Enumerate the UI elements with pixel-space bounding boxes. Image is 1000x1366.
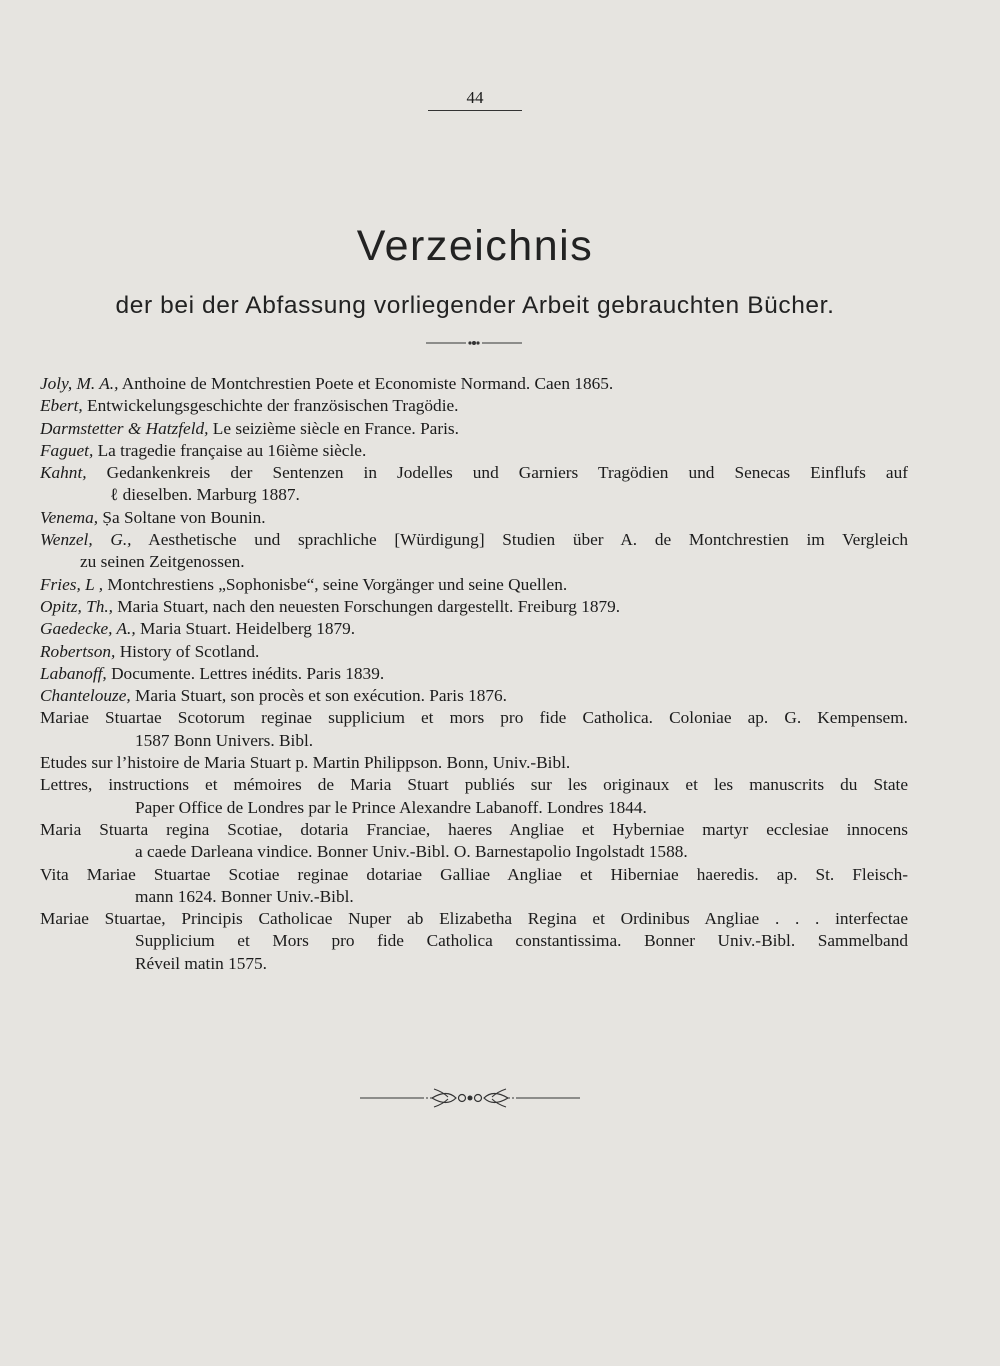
entry-continuation: Réveil matin 1575. (135, 953, 267, 973)
entry-author: Chantelouze, (40, 686, 131, 706)
entry-text: Gedankenkreis der Sentenzen in Jodelles und Garniers Tragödien und Senecas Einflufs auf (86, 463, 908, 483)
bibliography-list (40, 373, 908, 975)
end-ornament-icon (360, 1083, 580, 1113)
entry-text: Le seizième siècle en France. Paris. (208, 418, 459, 438)
entry-text: Documente. Lettres inédits. Paris 1839. (106, 663, 385, 683)
bibliography-entry (40, 596, 908, 618)
entry-text: Maria Stuart, nach den neuesten Forschungen dargestellt. Freiburg 1879. (112, 596, 621, 616)
entry-text: Mariae Stuartae, Principis Catholicae Nuper ab Elizabetha Regina et Ordinibus Angliae . . . interfectae (40, 909, 908, 929)
entry-continuation: mann 1624. Bonner Univ.-Bibl. (135, 886, 354, 906)
entry-text: Maria Stuart, son procès et son exécution. Paris 1876. (130, 686, 507, 706)
page-number: 44 (428, 88, 522, 111)
entry-author: Ebert, (40, 396, 83, 416)
entry-author: Opitz, Th., (40, 596, 113, 616)
bibliography-entry (40, 685, 908, 707)
page-subtitle: der bei der Abfassung vorliegender Arbeit gebrauchten Bücher. (115, 292, 835, 319)
entry-text: Mariae Stuartae Scotorum reginae supplicium et mors pro fide Catholica. Coloniae ap. G. Kempensem. (40, 708, 908, 728)
bibliography-entry (40, 618, 908, 640)
entry-author: Wenzel, G., (40, 530, 132, 550)
entry-author: Labanoff, (40, 663, 107, 683)
entry-continuation: Supplicium et Mors pro fide Catholica constantissima. Bonner Univ.-Bibl. Sammelband (135, 931, 908, 951)
bibliography-entry (40, 707, 908, 752)
entry-continuation: zu seinen Zeitgenossen. (80, 552, 245, 572)
entry-continuation: ℓ dieselben. Marburg 1887. (110, 485, 300, 505)
entry-author: Robertson, (40, 641, 116, 661)
entry-text: Etudes sur l’histoire de Maria Stuart p. Martin Philippson. Bonn, Univ.-Bibl. (40, 753, 571, 773)
entry-author: Faguet, (40, 440, 94, 460)
entry-text: Lettres, instructions et mémoires de Maria Stuart publiés sur les originaux et les manuscrits du State (40, 775, 908, 795)
entry-author: Kahnt, (40, 463, 87, 483)
entry-text: History of Scotland. (115, 641, 260, 661)
entry-author: Darmstetter & Hatzfeld, (40, 418, 209, 438)
bibliography-entry (40, 663, 908, 685)
entry-text: Aesthetische und sprachliche [Würdigung] Studien über A. de Montchrestien im Vergleich (131, 530, 908, 550)
separator-ornament-icon (426, 338, 522, 348)
entry-author: Joly, M. A., (40, 374, 119, 393)
entry-text: Entwickelungsgeschichte der französischen Tragödie. (82, 396, 459, 416)
page-title: Verzeichnis (356, 222, 594, 270)
entry-continuation: 1587 Bonn Univers. Bibl. (135, 730, 314, 750)
bibliography-entry (40, 440, 908, 462)
entry-text: Montchrestiens „Sophonisbe“, seine Vorgänger und seine Quellen. (103, 574, 568, 594)
bibliography-entry (40, 507, 908, 529)
bibliography-entry (40, 774, 908, 819)
entry-continuation: a caede Darleana vindice. Bonner Univ.-Bibl. O. Barnestapolio Ingolstadt 1588. (135, 842, 688, 862)
bibliography-entry (40, 418, 908, 440)
bibliography-entry (40, 529, 908, 574)
bibliography-entry (40, 462, 908, 507)
entry-author: Venema, (40, 507, 99, 527)
entry-author: Fries, L , (40, 574, 104, 594)
entry-text: Maria Stuarta regina Scotiae, dotaria Franciae, haeres Angliae et Hyberniae martyr ecclesiae innocens (40, 819, 908, 839)
bibliography-entry (40, 641, 908, 663)
bibliography-entry (40, 864, 908, 909)
entry-text: La tragedie française au 16ième siècle. (93, 440, 367, 460)
bibliography-entry (40, 908, 908, 975)
bibliography-entry (40, 752, 908, 774)
entry-author: Gaedecke, A., (40, 619, 136, 639)
bibliography-entry (40, 373, 908, 395)
entry-continuation: Paper Office de Londres par le Prince Alexandre Labanoff. Londres 1844. (135, 797, 647, 817)
entry-text: Ṣa Soltane von Bounin. (98, 507, 266, 527)
entry-text: Maria Stuart. Heidelberg 1879. (135, 619, 356, 639)
entry-text: Anthoine de Montchrestien Poete et Economiste Normand. Caen 1865. (118, 374, 614, 393)
entry-text: Vita Mariae Stuartae Scotiae reginae dotariae Galliae Angliae et Hiberniae haeredis. ap. St. Fleisch- (40, 864, 908, 884)
bibliography-entry (40, 574, 908, 596)
bibliography-entry (40, 395, 908, 417)
bibliography-entry (40, 819, 908, 864)
